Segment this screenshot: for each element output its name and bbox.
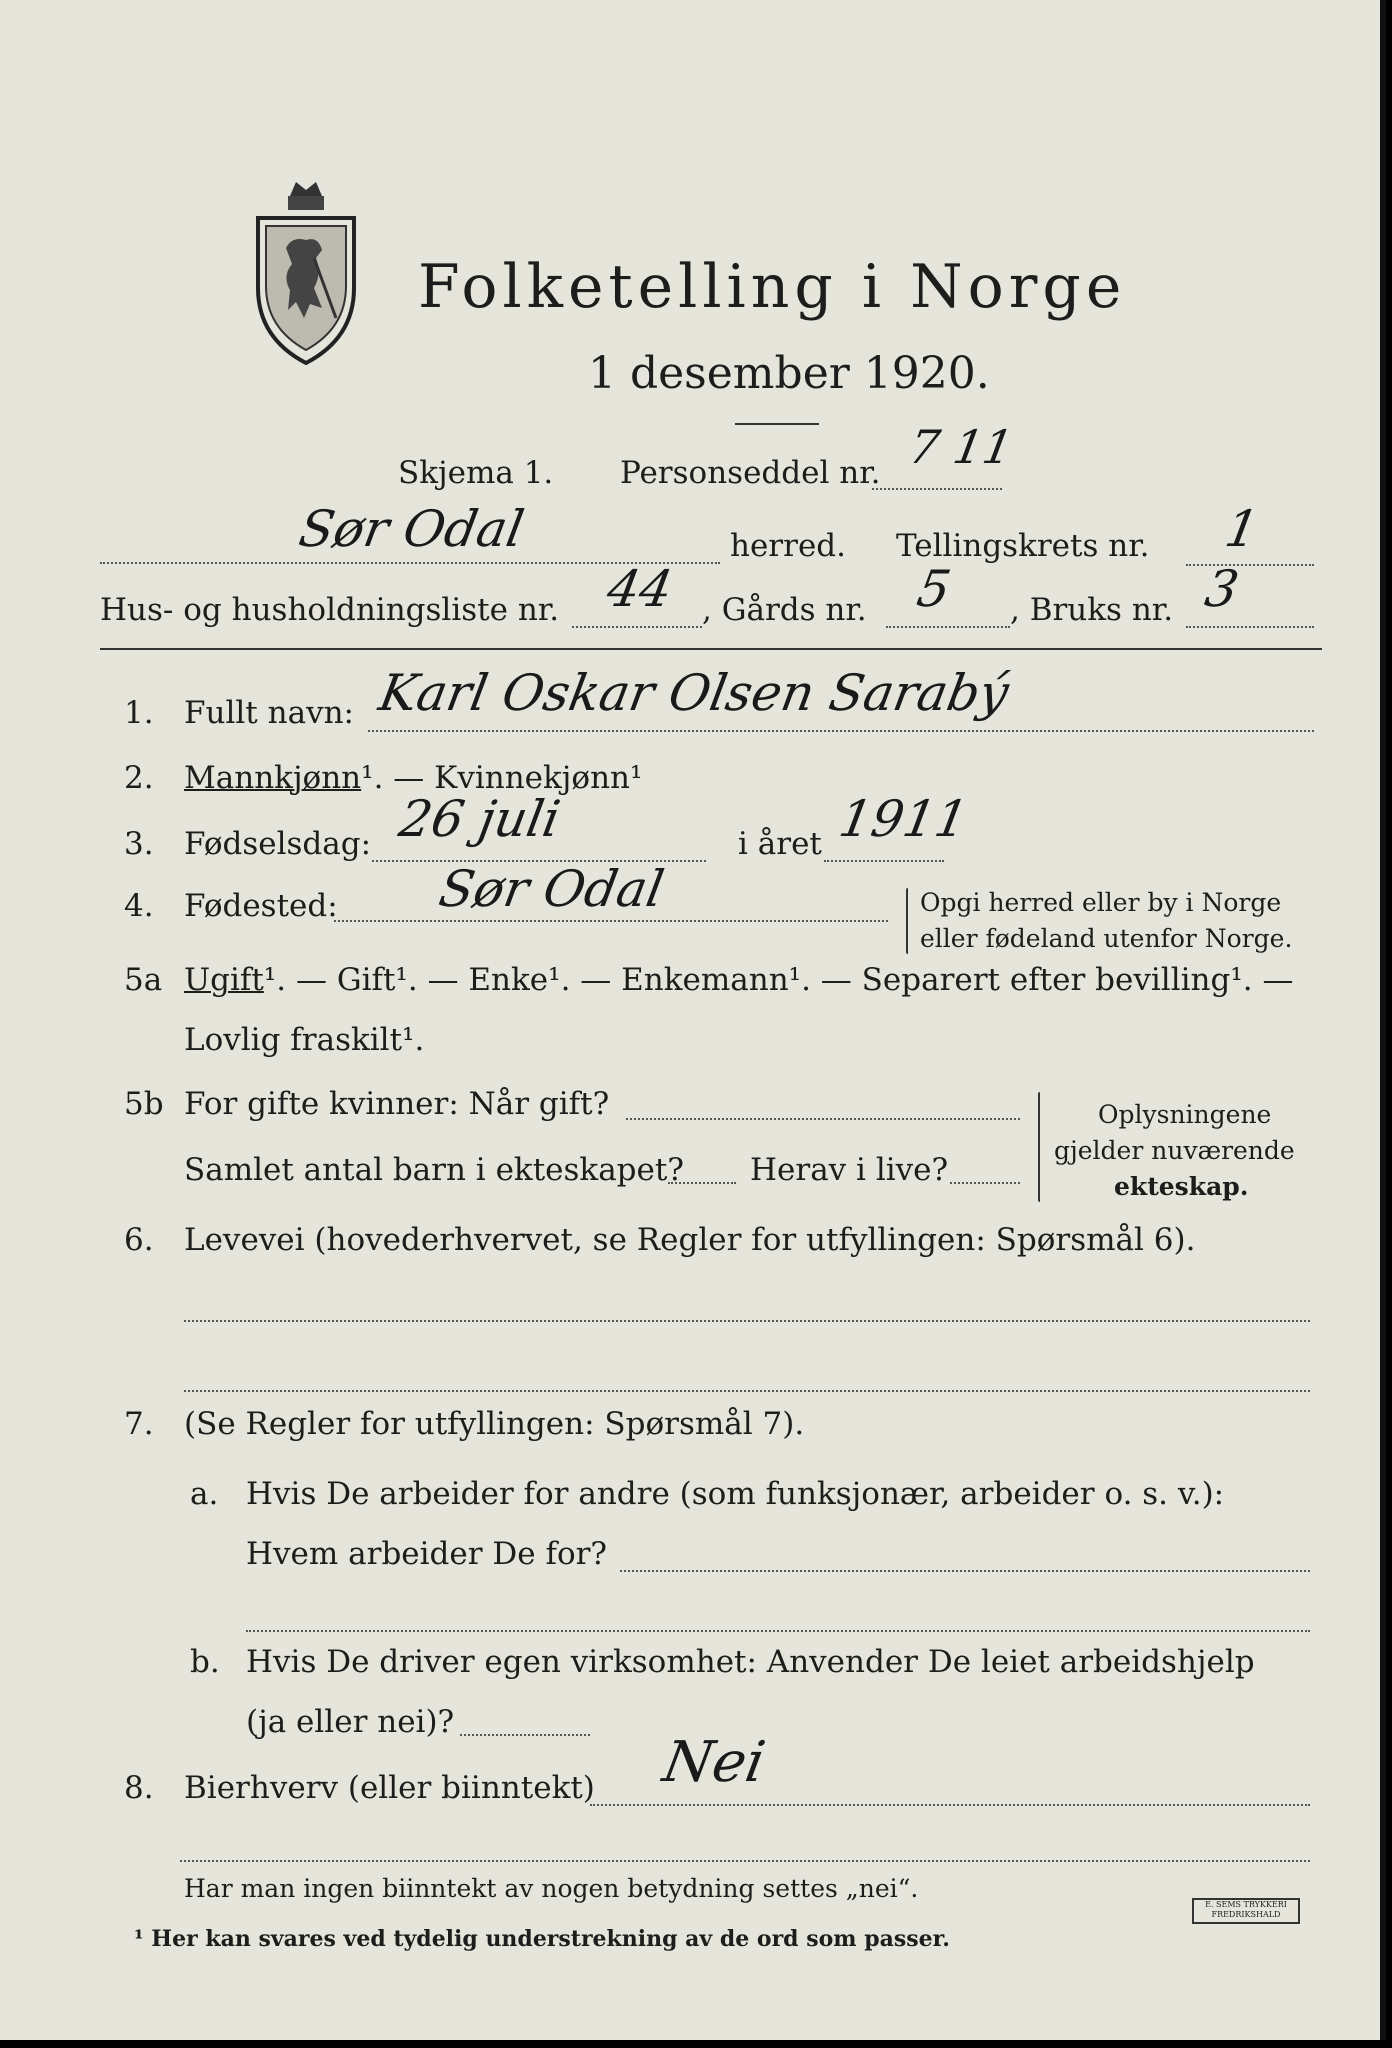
fullt-navn-value: Karl Oskar Olsen Sarabý bbox=[374, 664, 1013, 722]
q4-note-line2: eller fødeland utenfor Norge. bbox=[920, 924, 1293, 953]
q5a-options bbox=[184, 962, 1293, 998]
q5a-line2: Lovlig fraskilt¹. bbox=[184, 1022, 425, 1058]
sup-3: ¹ bbox=[263, 962, 277, 998]
header-rule bbox=[100, 648, 1322, 650]
q7a-label1: Hvis De arbeider for andre (som funksjonær, arbeider o. s. v.): bbox=[246, 1476, 1225, 1512]
fullt-navn-line bbox=[368, 730, 1314, 732]
bierhverv-value: Nei bbox=[658, 1730, 770, 1795]
bruks-value: 3 bbox=[1200, 560, 1243, 618]
tellingskrets-line bbox=[1186, 564, 1314, 566]
q7b-label2: (ja eller nei)? bbox=[246, 1704, 455, 1740]
q7-label: (Se Regler for utfyllingen: Spørsmål 7). bbox=[184, 1406, 805, 1442]
personseddel-value: 7 11 bbox=[905, 420, 1018, 474]
q7a-label2: Hvem arbeider De for? bbox=[246, 1536, 608, 1572]
i-live-line bbox=[950, 1182, 1020, 1184]
q7-number: 7. bbox=[124, 1406, 154, 1442]
bruks-label: , Bruks nr. bbox=[1010, 592, 1174, 628]
form-date: 1 desember 1920. bbox=[588, 348, 990, 399]
q8-label: Bierhverv (eller biinntekt) bbox=[184, 1770, 595, 1806]
bierhverv-line bbox=[590, 1804, 1310, 1806]
q5b-label2: Samlet antal barn i ekteskapet? bbox=[184, 1152, 684, 1188]
q4-brace bbox=[906, 888, 908, 954]
q5b-label1: For gifte kvinner: Når gift? bbox=[184, 1086, 610, 1122]
norway-coat-of-arms-icon bbox=[252, 178, 360, 368]
q4-label: Fødested: bbox=[184, 888, 338, 924]
q8-number: 8. bbox=[124, 1770, 154, 1806]
q4-number: 4. bbox=[124, 888, 154, 924]
skjema-label: Skjema 1. bbox=[398, 455, 554, 491]
q5b-brace bbox=[1038, 1092, 1040, 1202]
q3-label: Fødselsdag: bbox=[184, 826, 372, 862]
q7b-label1: Hvis De driver egen virksomhet: Anvender De leiet arbeidshjelp bbox=[246, 1644, 1255, 1680]
fodselsdag-value: 26 juli bbox=[394, 790, 565, 848]
q7a-letter: a. bbox=[190, 1476, 219, 1512]
personseddel-label: Personseddel nr. bbox=[620, 455, 881, 491]
q5a-other-options: . — Gift¹. — Enke¹. — Enkemann¹. — Separert efter bevilling¹. — bbox=[276, 962, 1294, 998]
fodested-value: Sør Odal bbox=[434, 860, 669, 918]
tellingskrets-value: 1 bbox=[1220, 500, 1263, 558]
ja-nei-line bbox=[460, 1734, 590, 1736]
husliste-label: Hus- og husholdningsliste nr. bbox=[100, 592, 560, 628]
tellingskrets-label: Tellingskrets nr. bbox=[896, 528, 1150, 564]
q2-number: 2. bbox=[124, 760, 154, 796]
herred-value: Sør Odal bbox=[294, 500, 529, 558]
levevei-line1 bbox=[184, 1320, 1310, 1322]
mannkjonn-option: Mannkjønn bbox=[184, 760, 362, 796]
nei-note: Har man ingen biinntekt av nogen betydning settes „nei“. bbox=[184, 1874, 919, 1903]
gards-value: 5 bbox=[912, 560, 955, 618]
kvinnekjonn-option: Kvinnekjønn bbox=[434, 760, 631, 796]
q3-year-label: i året bbox=[738, 826, 822, 862]
gards-label: , Gårds nr. bbox=[702, 592, 867, 628]
bierhverv-line2 bbox=[180, 1860, 1310, 1862]
levevei-line2 bbox=[184, 1390, 1310, 1392]
q1-number: 1. bbox=[124, 695, 154, 731]
gards-line bbox=[886, 626, 1010, 628]
q5b-number: 5b bbox=[124, 1086, 164, 1122]
sup-1: ¹ bbox=[361, 760, 374, 796]
q7b-letter: b. bbox=[190, 1644, 220, 1680]
bruks-line bbox=[1186, 626, 1314, 628]
q2-separator: . — bbox=[373, 760, 435, 796]
printer-stamp: E. SEMS TRYKKERI FREDRIKSHALD bbox=[1192, 1898, 1300, 1924]
q5b-note1: Oplysningene bbox=[1098, 1100, 1272, 1129]
q5b-label3: Herav i live? bbox=[750, 1152, 949, 1188]
ugift-option: Ugift bbox=[184, 962, 264, 998]
q5b-note2: gjelder nuværende bbox=[1054, 1136, 1295, 1165]
hvem-line bbox=[620, 1570, 1310, 1572]
footnote: ¹ Her kan svares ved tydelig understrekning av de ord som passer. bbox=[134, 1926, 950, 1952]
husliste-value: 44 bbox=[602, 560, 677, 618]
q6-number: 6. bbox=[124, 1222, 154, 1258]
herred-label: herred. bbox=[730, 528, 846, 564]
husliste-line bbox=[572, 626, 702, 628]
aar-value: 1911 bbox=[834, 790, 973, 848]
nar-gift-line bbox=[626, 1118, 1020, 1120]
hvem-line2 bbox=[246, 1630, 1310, 1632]
barn-line bbox=[668, 1182, 736, 1184]
form-title: Folketelling i Norge bbox=[418, 252, 1127, 322]
q4-note-line1: Opgi herred eller by i Norge bbox=[920, 888, 1282, 917]
sup-2: ¹ bbox=[630, 760, 643, 796]
q5a-number: 5a bbox=[124, 962, 163, 998]
q1-label: Fullt navn: bbox=[184, 695, 354, 731]
personseddel-line bbox=[872, 488, 1002, 490]
q5b-note3: ekteskap. bbox=[1114, 1172, 1249, 1201]
aar-line bbox=[824, 860, 944, 862]
title-divider bbox=[735, 423, 819, 425]
q6-label: Levevei (hovederhvervet, se Regler for utfyllingen: Spørsmål 6). bbox=[184, 1222, 1196, 1258]
q3-number: 3. bbox=[124, 826, 154, 862]
fodested-line bbox=[334, 920, 888, 922]
